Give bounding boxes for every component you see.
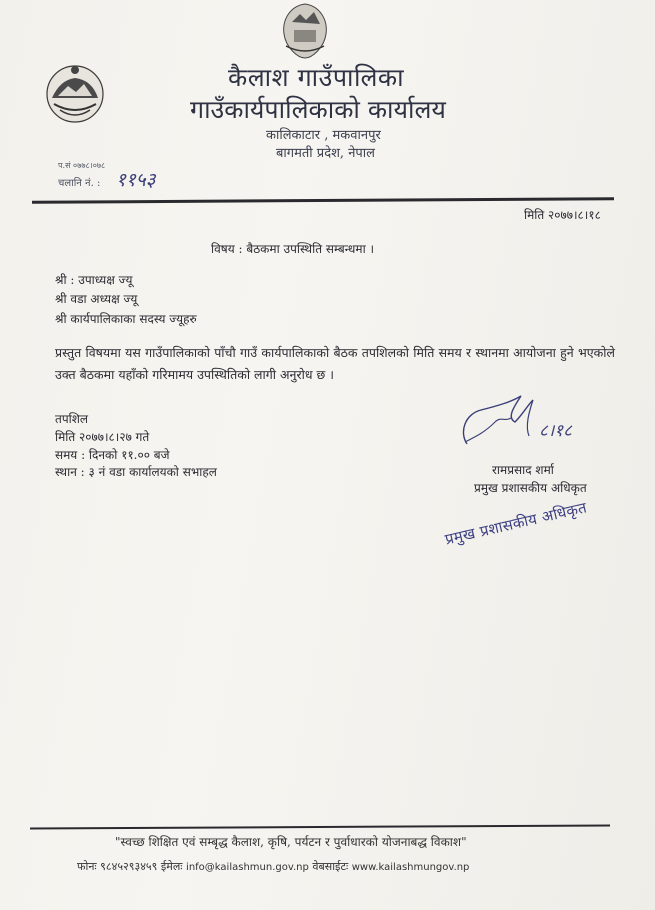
signatory-name: रामप्रसाद शर्मा xyxy=(492,463,554,477)
details-line: मिति २०७७।८।२७ गते xyxy=(55,430,150,444)
handwritten-signature xyxy=(455,392,595,454)
recipient-line: श्री वडा अध्यक्ष ज्यू xyxy=(55,292,138,306)
recipient-line: श्री : उपाध्यक्ष ज्यू xyxy=(55,273,133,287)
recipient-line: श्री कार्यपालिकाका सदस्य ज्यूहरु xyxy=(55,312,197,326)
office-name: गाउँकार्यपालिकाको कार्यालय xyxy=(190,95,446,124)
phone-label: फोनः xyxy=(77,860,97,873)
website-link[interactable]: www.kailashmungov.np xyxy=(351,862,470,873)
footer-slogan: "स्वच्छ शिक्षित एवं सम्बृद्ध कैलाश, कृषि, पर्यटन र पुर्वाधारको योजनाबद्ध विकाश" xyxy=(115,835,467,849)
footer-contact xyxy=(77,859,469,874)
footer-divider xyxy=(30,824,610,829)
official-stamp: प्रमुख प्रशासकीय अधिकृत xyxy=(443,498,589,549)
email-link[interactable]: info@kailashmun.gov.np xyxy=(186,862,309,873)
letter-date: मिति २०७७।८।१८ xyxy=(524,208,601,222)
chalani-number: ११५३ xyxy=(116,169,156,191)
letter-subject: विषय : बैठकमा उपस्थिति सम्बन्धमा । xyxy=(211,242,375,256)
nepal-emblem-logo xyxy=(40,58,110,128)
details-line: स्थान : ३ नं वडा कार्यालयको सभाहल xyxy=(55,465,217,479)
phone-number: ९८४५२९३४५९ xyxy=(100,860,158,873)
coat-of-arms-logo xyxy=(260,0,350,62)
header-divider xyxy=(32,197,614,204)
patra-sankhya: प.सं ०७७८।०७८ xyxy=(58,161,106,170)
details-line: समय : दिनको ११.०० बजे xyxy=(55,448,170,462)
letter-body: प्रस्तुत विषयमा यस गाउँपालिकाको पाँचौ गाउँ कार्यपालिकाको बैठक तपशिलको मिति समय र स्थानमा आयोजना हुने भएकोले उक्त बैठकमा यहाँको गरिमामय उपस्थितिको लागी अनुरोध छ । xyxy=(55,345,615,382)
signature-date: ८।१८ xyxy=(539,421,572,441)
organization-name: कैलाश गाउँपालिका xyxy=(228,63,405,92)
address-line-2: बागमती प्रदेश, नेपाल xyxy=(276,146,375,161)
email-label: ईमेलः xyxy=(160,860,183,873)
chalani-label: चलानि नं. : xyxy=(58,178,101,189)
details-heading: तपशिल xyxy=(55,412,89,426)
address-line-1: कालिकाटार , मकवानपुर xyxy=(266,128,381,143)
signatory-title: प्रमुख प्रशासकीय अधिकृत xyxy=(474,481,587,495)
website-label: वेबसाईटः xyxy=(312,860,349,873)
